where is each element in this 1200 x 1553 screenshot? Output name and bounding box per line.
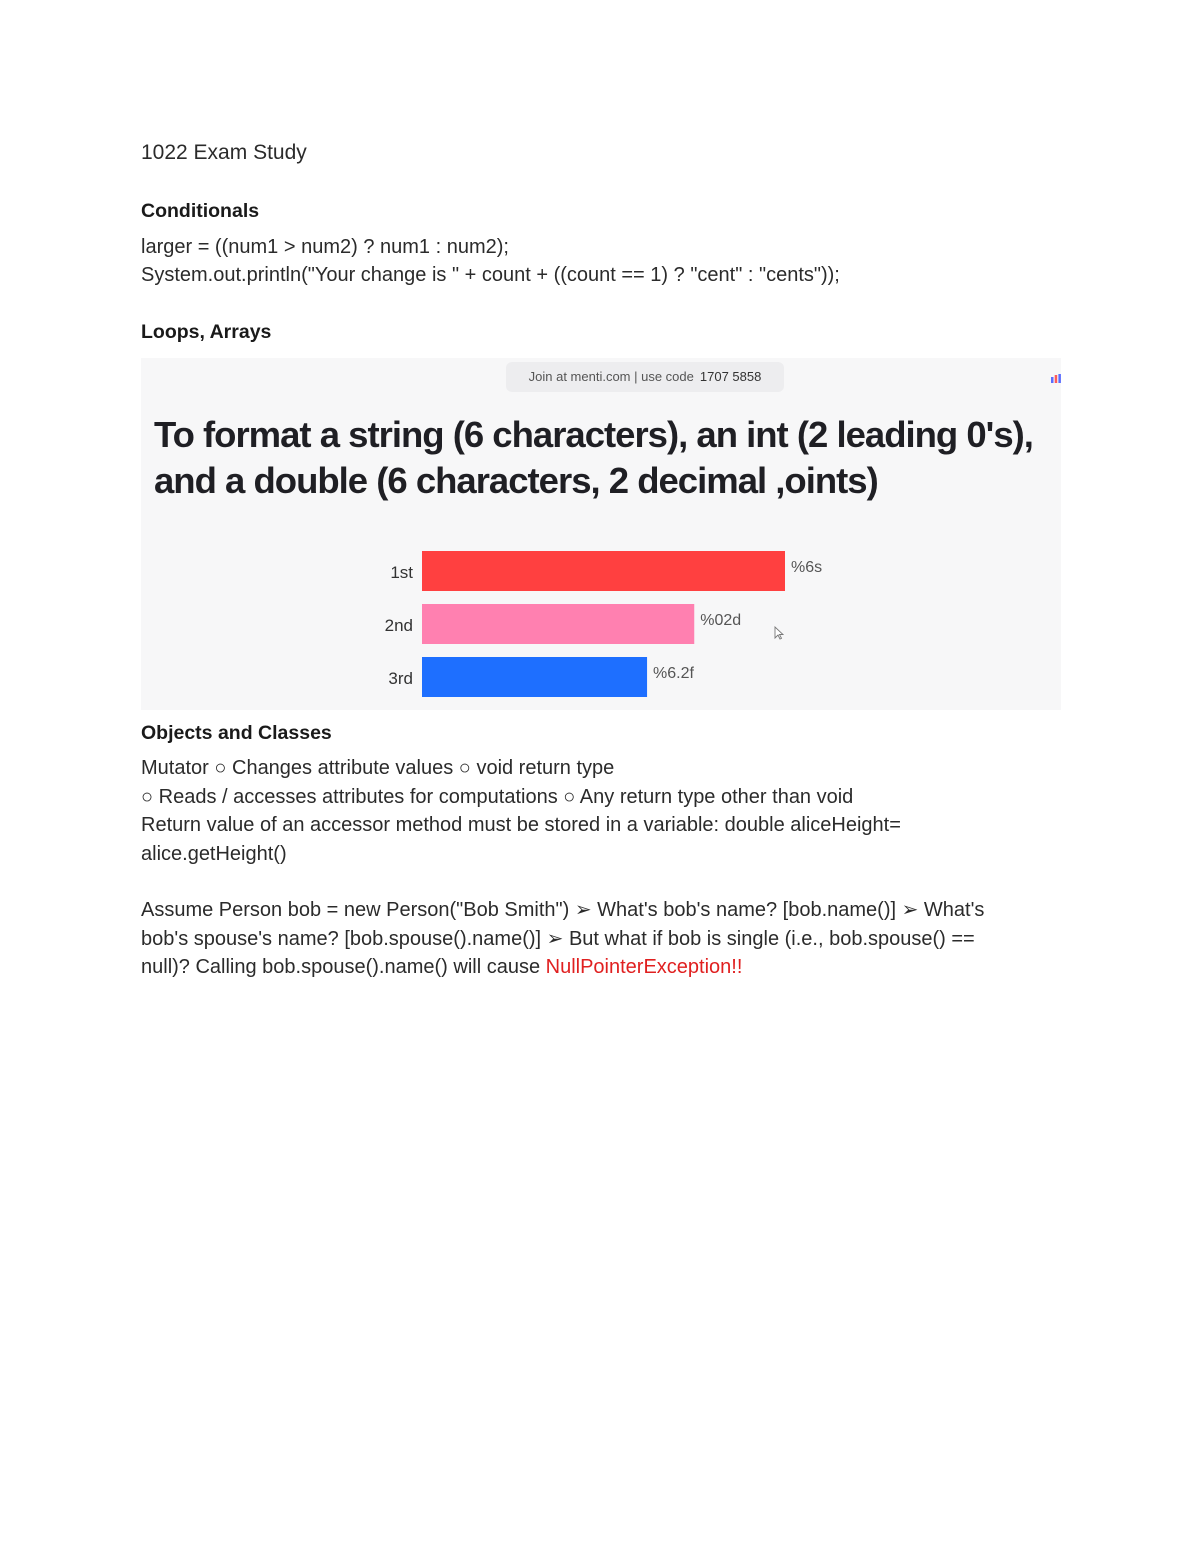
slide-question: To format a string (6 characters), an int (2 leading 0's), and a double (6 characters, 2 decimal ,oints)	[154, 414, 1033, 501]
conditionals-line-1: larger = ((num1 > num2) ? num1 : num2);	[141, 236, 509, 258]
mutator-line: Mutator ○ Changes attribute values ○ void return type	[141, 757, 615, 779]
bar-1st	[422, 551, 785, 591]
conditionals-heading: Conditionals	[141, 200, 260, 222]
bar-value-label: %02d	[700, 612, 742, 629]
mouse-pointer-icon	[774, 626, 784, 640]
bar-2nd	[422, 604, 694, 644]
objects-classes-heading: Objects and Classes	[141, 722, 332, 744]
bob-example-text: Assume Person bob = new Person("Bob Smith") ➢ What's bob's name? [bob.name()] ➢ What's bob's spouse's name? [bob.spouse().name()] ➢ But what if bob is single (i.e., bob.spouse() == null)? Calling bob.spouse().name() will cause	[141, 899, 985, 978]
loops-arrays-heading: Loops, Arrays	[141, 321, 272, 343]
bar-category-label: 2nd	[384, 616, 413, 635]
join-text: Join at menti.com | use code	[528, 369, 694, 384]
bar-category-label: 1st	[390, 563, 413, 582]
return-value-line: Return value of an accessor method must be stored in a variable: double aliceHeight= alice.getHeight()	[141, 814, 901, 865]
embedded-slide-screenshot	[141, 358, 1061, 710]
bar-value-label: %6.2f	[653, 665, 694, 682]
bar-value-label: %6s	[791, 559, 823, 576]
bar-category-label: 3rd	[388, 669, 413, 688]
join-code: 1707 5858	[699, 369, 762, 384]
ranking-bar-chart	[141, 358, 1061, 710]
conditionals-line-2: System.out.println("Your change is " + count + ((count == 1) ? "cent" : "cents"));	[141, 264, 840, 286]
accessor-line: ○ Reads / accesses attributes for computations ○ Any return type other than void	[141, 785, 854, 808]
bar-3rd	[422, 657, 647, 697]
null-pointer-exception-text: NullPointerException!!	[545, 956, 743, 978]
document-title: 1022 Exam Study	[141, 141, 307, 164]
objects-paragraph-1	[141, 754, 1001, 868]
objects-paragraph-2	[141, 896, 1001, 982]
